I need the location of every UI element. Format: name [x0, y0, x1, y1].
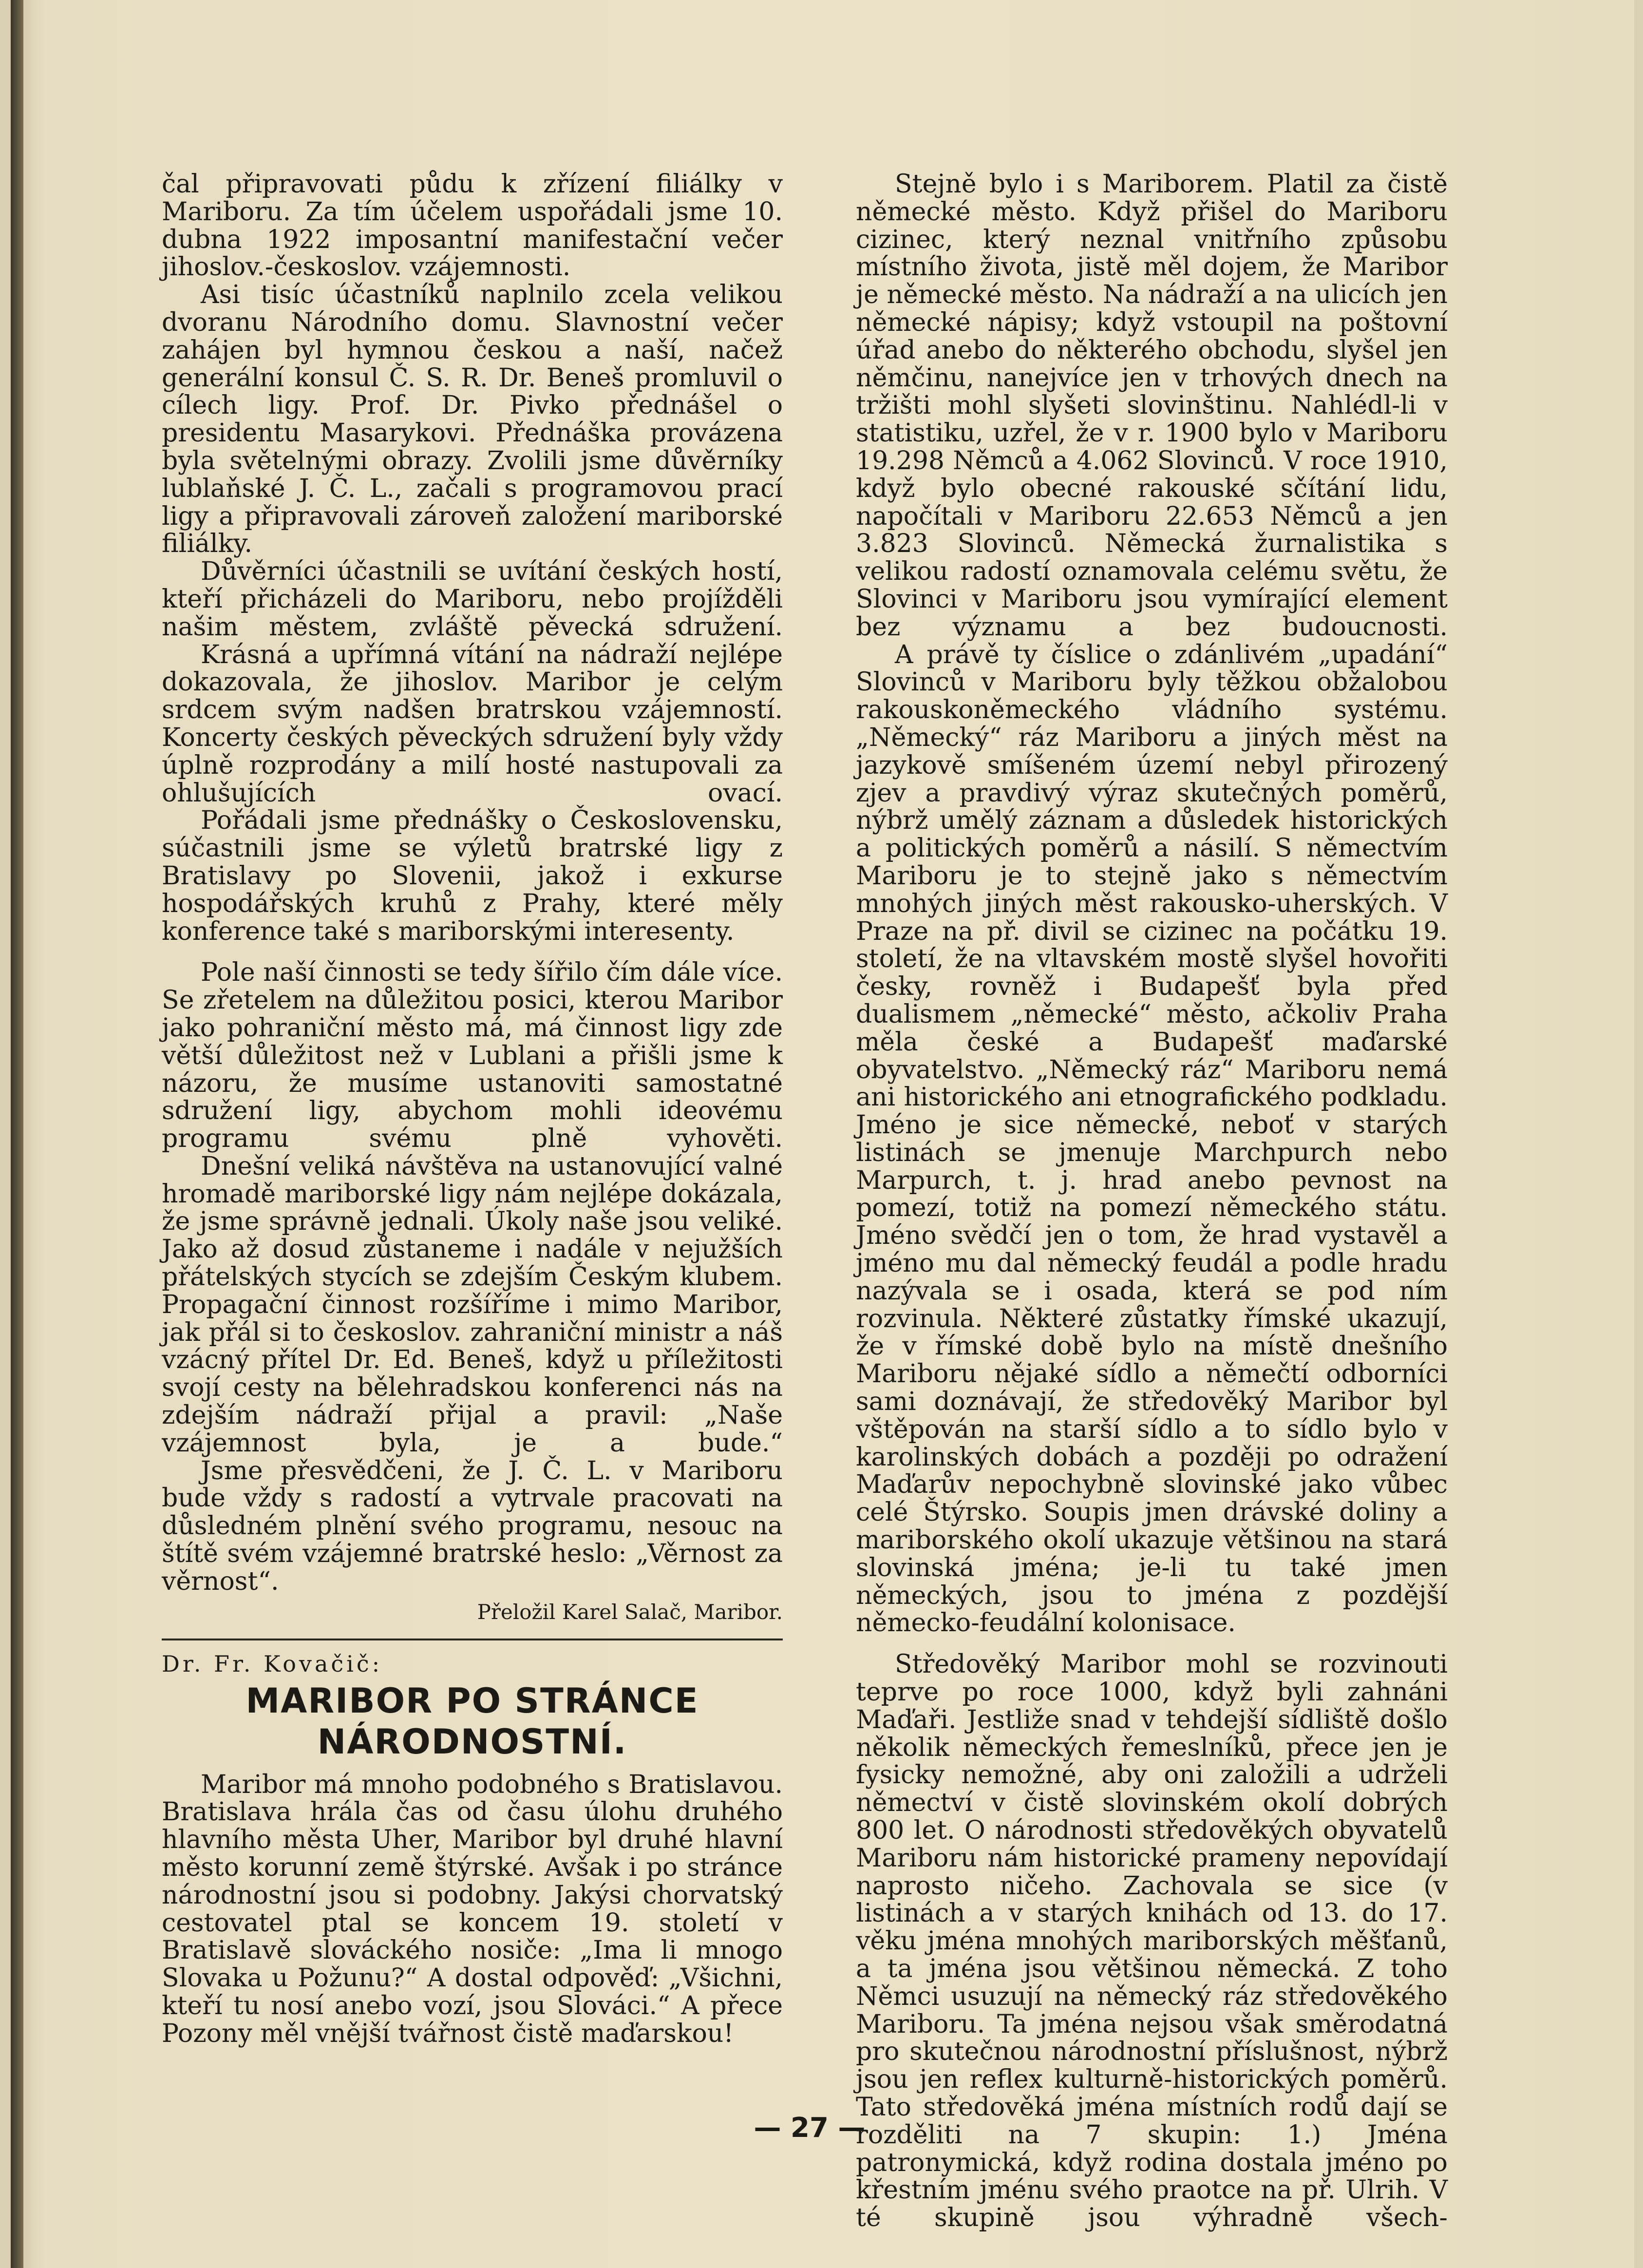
- paragraph: Středověký Maribor mohl se rozvinouti teprve po roce 1000, když byli zahnáni Maďaři. Jestliže snad v tehdejší sídliště došlo několik německých řemeslníků, přece jen je fysicky nemožné, aby oni založili a udrželi němectví v čistě slovinském okolí dobrých 800 let. O národnosti středověkých obyvatelů Mariboru nám historické prameny nepovídají naprosto ničeho. Zachovala se sice (v listinách a v starých knihách od 13. do 17. věku jména mnohých mariborských měšťanů, a ta jména jsou většinou německá. Z toho Němci usuzují na německý ráz středověkého Mariboru. Ta jména nejsou však směrodatná pro skutečnou národnostní příslušnost, nýbrž jsou jen reflex kulturně-historických poměrů. Tato středověká jména místních rodů dají se rozděliti na 7 skupin: 1.) Jména patronymická, když rodina dostala jméno po křestním jménu svého praotce na př. Ulrih. V té skupině jsou výhradně všech-: [856, 1650, 1448, 2233]
- paragraph: Pole naší činnosti se tedy šířilo čím dále více. Se zřetelem na důležitou posici, kterou Maribor jako pohraniční město má, má činnost ligy zde větší důležitost než v Lublani a přišli jsme k názoru, že musíme ustanoviti samostatné sdružení ligy, abychom mohli ideovému programu svému plně vyhověti.: [162, 958, 783, 1154]
- paragraph: Asi tisíc účastníků naplnilo zcela velikou dvoranu Národního domu. Slavnostní večer zahájen byl hymnou českou a naší, načež generální konsul Č. S. R. Dr. Beneš promluvil o cílech ligy. Prof. Dr. Pivko přednášel o presidentu Masarykovi. Přednáška provázena byla světelnými obrazy. Zvolili jsme důvěrníky lublaňské J. Č. L., začali s programovou prací ligy a připravovali zároveň založení mariborské filiálky.: [162, 280, 783, 559]
- translator-credit: Přeložil Karel Salač, Maribor.: [477, 1600, 783, 1624]
- right-column: [856, 171, 1448, 2232]
- article-paragraph: Maribor má mnoho podobného s Bratislavou. Bratislava hrála čas od času úlohu druhého hlavního města Uher, Maribor byl druhé hlavní město korunní země štýrské. Avšak i po stránce národnostní jsou si podobny. Jakýsi chorvatský cestovatel ptal se koncem 19. století v Bratislavě slováckého nosiče: „Ima li mnogo Slovaka u Požunu?“ A dostal odpověď: „Všichni, kteří tu nosí anebo vozí, jsou Slováci.“ A přece Pozony měl vnější tvářnost čistě maďarskou!: [162, 1770, 783, 2048]
- spacer: [162, 945, 783, 959]
- spacer: [856, 1637, 1448, 1651]
- paragraph: Stejně bylo i s Mariborem. Platil za čistě německé město. Když přišel do Mariboru cizinec, který neznal vnitřního způsobu místního života, jistě měl dojem, že Maribor je německé město. Na nádraží a na ulicích jen německé nápisy; když vstoupil na poštovní úřad anebo do některého obchodu, slyšel jen němčinu, nanejvíce jen v trhových dnech na tržišti mohl slyšeti slovinštinu. Nahlédl-li v statistiku, uzřel, že v r. 1900 bylo v Mariboru 19.298 Němců a 4.062 Slovinců. V roce 1910, když bylo obecné rakouské sčítání lidu, napočítali v Mariboru 22.653 Němců a jen 3.823 Slovinců. Německá žurnalistika s velikou radostí oznamovala celému světu, že Slovinci v Mariboru jsou vymírající element bez významu a bez budoucnosti.: [856, 170, 1448, 642]
- binding-edge: [11, 0, 23, 2268]
- paragraph: Dnešní veliká návštěva na ustanovující valné hromadě mariborské ligy nám nejlépe dokázala, že jsme správně jednali. Úkoly naše jsou veliké. Jako až dosud zůstaneme i nadále v nejužších přátelských stycích se zdejším Českým klubem. Propagační činnost rozšíříme i mimo Maribor, jak přál si to českoslov. zahraniční ministr a náš vzácný přítel Dr. Ed. Beneš, když u příležitosti svojí cesty na bělehradskou konferenci nás na zdejším nádraží přijal a pravil: „Naše vzájemnost byla, je a bude.“: [162, 1151, 783, 1458]
- intro-paragraph: čal připravovati půdu k zřízení filiálky v Mariboru. Za tím účelem uspořádali jsme 10. dubna 1922 imposantní manifestační večer jihoslov.-českoslov. vzájemnosti.: [162, 170, 783, 282]
- page: [11, 0, 1634, 2268]
- paragraph: Jsme přesvědčeni, že J. Č. L. v Mariboru bude vždy s radostí a vytrvale pracovati na důsledném plnění svého programu, nesouc na štítě svém vzájemné bratrské heslo: „Věrnost za věrnost“.: [162, 1456, 783, 1596]
- page-number: — 27 —: [754, 2112, 866, 2144]
- paragraph: A právě ty číslice o zdánlivém „upadání“ Slovinců v Mariboru byly těžkou obžalobou rakouskoněmeckého vládního systému. „Německý“ ráz Mariboru a jiných měst na jazykově smíšeném území nebyl přirozený zjev a pravdivý výraz skutečných poměrů, nýbrž umělý záznam a důsledek historických a politických poměrů a násilí. S němectvím Mariboru je to stejně jako s němectvím mnohých jiných měst rakousko-uherských. V Praze na př. divil se cizinec na počátku 19. století, že na vltavském mostě slyšel hovořiti česky, rovněž i Budapešť byla před dualismem „německé“ město, ačkoliv Praha měla české a Budapešť maďarské obyvatelstvo. „Německý ráz“ Mariboru nemá ani historického ani etnografického podkladu. Jméno je sice německé, neboť v starých listinách se jmenuje Marchpurch nebo Marpurch, t. j. hrad anebo pevnost na pomezí, totiž na pomezí německého státu. Jméno svědčí jen o tom, že hrad vystavěl a jméno mu dal německý feudál a podle hradu nazývala se i osada, která se pod ním rozvinula. Některé zůstatky římské ukazují, že v římské době bylo na místě dnešního Mariboru nějaké sídlo a němečtí odborníci sami doznávají, že středověký Maribor byl vštěpován na starší sídlo a to sídlo bylo v karolinských dobách a později po odražení Maďarův nepochybně slovinské jako vůbec celé Štýrsko. Soupis jmen drávské doliny a mariborského okolí ukazuje většinou na stará slovinská jména; je-li tu také jmen německých, jsou to jména z pozdější německo-feudální kolonisace.: [856, 640, 1448, 1638]
- paragraph: Pořádali jsme přednášky o Československu, súčastnili jsme se výletů bratrské ligy z Bratislavy po Slovenii, jakož i exkurse hospodářských kruhů z Prahy, které měly konference také s mariborskými interesenty.: [162, 806, 783, 946]
- article-title: MARIBOR PO STRÁNCE NÁRODNOSTNÍ.: [246, 1680, 699, 1762]
- paragraph: Krásná a upřímná vítání na nádraží nejlépe dokazovala, že jihoslov. Maribor je celým srdcem svým nadšen bratrskou vzájemností. Koncerty českých pěveckých sdružení byly vždy úplně rozprodány a milí hosté nastupovali za ohlušujících ovací.: [162, 640, 783, 808]
- article-author: Dr. Fr. Kovačič:: [162, 1650, 383, 1677]
- paragraph: Důvěrníci účastnili se uvítání českých hostí, kteří přicházeli do Mariboru, nebo projížděli našim městem, zvláště pěvecká sdružení.: [162, 557, 783, 642]
- section-divider: [162, 1639, 783, 1640]
- left-column: [162, 171, 783, 2048]
